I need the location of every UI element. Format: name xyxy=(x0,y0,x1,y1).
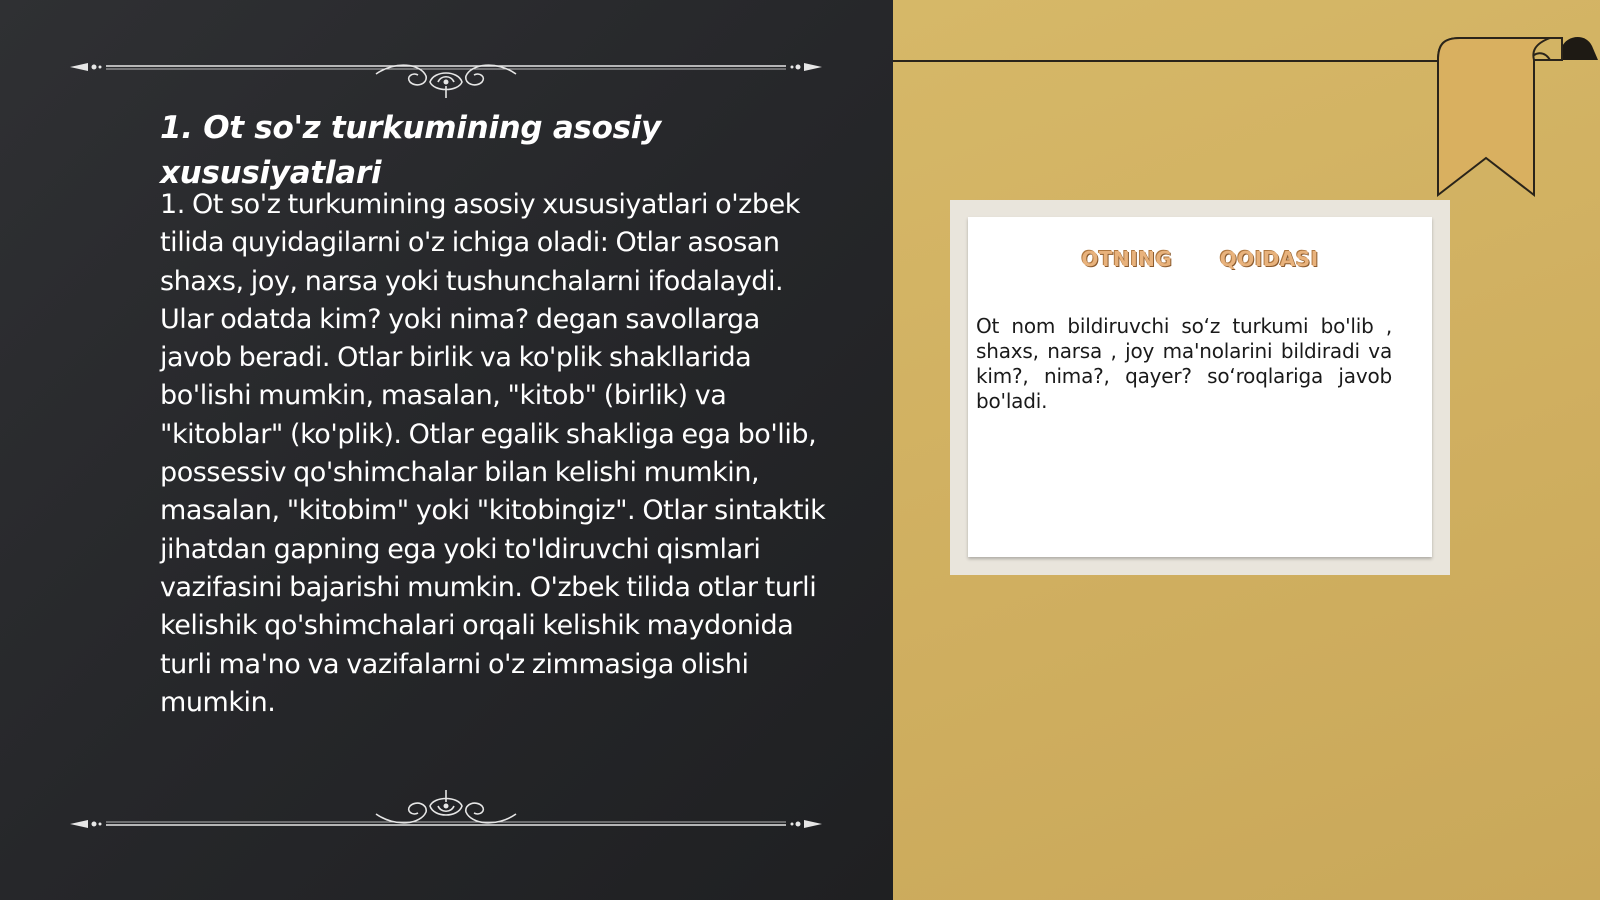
decorative-line xyxy=(893,60,1453,62)
rule-card-title: OTNING QOIDASI xyxy=(1081,247,1319,271)
bookmark-ribbon-icon xyxy=(1430,30,1600,200)
ornament-divider-bottom xyxy=(66,776,826,832)
rule-card-inner xyxy=(968,217,1432,557)
slide-title: 1. Ot so'z turkumining asosiy xususiyatlari xyxy=(160,110,661,191)
slide-body-text: 1. Ot so'z turkumining asosiy xususiyatlari o'zbek tilida quyidagilarni o'z ichiga oladi: Otlar asosan shaxs, joy, narsa yoki tushunchalarni ifodalaydi. Ular odatda kim? yoki nima? degan savollarga javob beradi. Otlar birlik va ko'plik shakllarida bo'lishi mumkin, masalan, "kitob" (birlik) va "kitoblar" (ko'plik). Otlar egalik shakliga ega bo'lib, possessiv qo'shimchalar bilan kelishi mumkin, masalan, "kitobim" yoki "kitobingiz". Otlar sintaktik jihatdan gapning ega yoki to'ldiruvchi qismlari vazifasini bajarishi mumkin. O'zbek tilida otlar turli kelishik qo'shimchalari orqali kelishik maydonida turli ma'no va vazifalarni o'z zimmasiga olishi mumkin. xyxy=(160,189,826,718)
rule-card-text: Ot nom bildiruvchi so‘z turkumi bo'lib , shaxs, narsa , joy ma'nolarini bildiradi va kim?, nima?, qayer? so‘roqlariga javob bo'ladi. xyxy=(976,314,1392,413)
ornament-divider-top xyxy=(66,42,826,98)
rule-card xyxy=(950,200,1450,575)
